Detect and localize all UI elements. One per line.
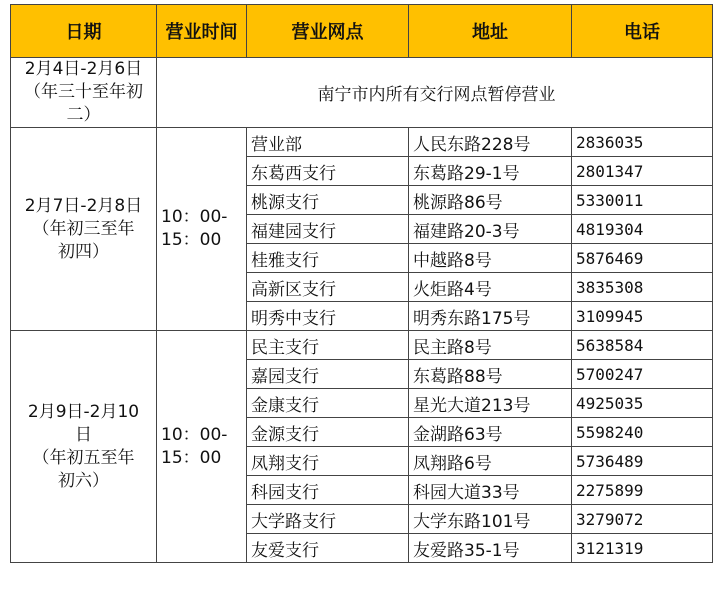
group2-hours-line: 10：00- xyxy=(161,424,228,445)
branch-name: 营业部 xyxy=(247,128,409,157)
branch-phone: 2836035 xyxy=(572,128,713,157)
branch-address: 凤翔路6号 xyxy=(409,447,572,476)
group2-hours-cell xyxy=(157,331,247,563)
closed-date-cell xyxy=(11,58,157,128)
branch-phone: 3109945 xyxy=(572,302,713,331)
group1-hours-cell xyxy=(157,128,247,331)
branch-address: 民主路8号 xyxy=(409,331,572,360)
group2-hours-line: 15：00 xyxy=(161,447,222,468)
branch-phone: 5736489 xyxy=(572,447,713,476)
branch-address: 人民东路228号 xyxy=(409,128,572,157)
branch-address: 中越路8号 xyxy=(409,244,572,273)
holiday-hours-table xyxy=(10,4,713,563)
branch-name: 高新区支行 xyxy=(247,273,409,302)
branch-phone: 2275899 xyxy=(572,476,713,505)
branch-phone: 5638584 xyxy=(572,331,713,360)
group1-hours-line: 15：00 xyxy=(161,230,222,250)
branch-name: 福建园支行 xyxy=(247,215,409,244)
branch-address: 东葛路88号 xyxy=(409,360,572,389)
group1-date-line: 初四） xyxy=(58,241,109,262)
branch-phone: 5700247 xyxy=(572,360,713,389)
branch-name: 嘉园支行 xyxy=(247,360,409,389)
branch-phone: 3835308 xyxy=(572,273,713,302)
header-hours: 营业时间 xyxy=(157,5,247,58)
branch-phone: 3279072 xyxy=(572,505,713,534)
header-date: 日期 xyxy=(11,5,157,58)
branch-phone: 5330011 xyxy=(572,186,713,215)
branch-name: 桃源支行 xyxy=(247,186,409,215)
branch-phone: 4819304 xyxy=(572,215,713,244)
branch-name: 凤翔支行 xyxy=(247,447,409,476)
closed-date-line2: （年三十至年初二） xyxy=(24,82,143,125)
branch-phone: 4925035 xyxy=(572,389,713,418)
branch-name: 金康支行 xyxy=(247,389,409,418)
header-address: 地址 xyxy=(409,5,572,58)
branch-address: 星光大道213号 xyxy=(409,389,572,418)
closed-date-line1: 2月4日-2月6日 xyxy=(24,59,143,79)
header-branch: 营业网点 xyxy=(247,5,409,58)
branch-address: 明秀东路175号 xyxy=(409,302,572,331)
branch-name: 桂雅支行 xyxy=(247,244,409,273)
branch-address: 金湖路63号 xyxy=(409,418,572,447)
branch-address: 东葛路29-1号 xyxy=(409,157,572,186)
header-phone: 电话 xyxy=(572,5,713,58)
closed-notice: 南宁市内所有交行网点暂停营业 xyxy=(157,58,713,128)
branch-address: 友爱路35-1号 xyxy=(409,534,572,563)
group1-hours-line: 10：00- xyxy=(161,207,228,227)
branch-name: 明秀中支行 xyxy=(247,302,409,331)
group1-date-line: （年初三至年 xyxy=(32,218,135,239)
branch-phone: 5876469 xyxy=(572,244,713,273)
group2-date-line: 日 xyxy=(75,424,92,445)
table-row xyxy=(11,128,713,157)
branch-address: 大学东路101号 xyxy=(409,505,572,534)
branch-address: 火炬路4号 xyxy=(409,273,572,302)
branch-address: 桃源路86号 xyxy=(409,186,572,215)
closed-period-row xyxy=(11,58,713,128)
group2-date-line: （年初五至年 xyxy=(32,447,135,468)
table-row xyxy=(11,331,713,360)
branch-phone: 2801347 xyxy=(572,157,713,186)
header-row xyxy=(11,5,713,58)
group1-date-cell xyxy=(11,128,157,331)
group1-date-line: 2月7日-2月8日 xyxy=(24,195,143,216)
branch-phone: 5598240 xyxy=(572,418,713,447)
branch-name: 民主支行 xyxy=(247,331,409,360)
branch-address: 福建路20-3号 xyxy=(409,215,572,244)
group2-date-line: 初六） xyxy=(58,470,109,491)
group2-date-line: 2月9日-2月10 xyxy=(27,401,140,422)
group2-date-cell xyxy=(11,331,157,563)
branch-name: 金源支行 xyxy=(247,418,409,447)
branch-name: 大学路支行 xyxy=(247,505,409,534)
branch-address: 科园大道33号 xyxy=(409,476,572,505)
branch-phone: 3121319 xyxy=(572,534,713,563)
branch-name: 友爱支行 xyxy=(247,534,409,563)
branch-name: 科园支行 xyxy=(247,476,409,505)
branch-name: 东葛西支行 xyxy=(247,157,409,186)
